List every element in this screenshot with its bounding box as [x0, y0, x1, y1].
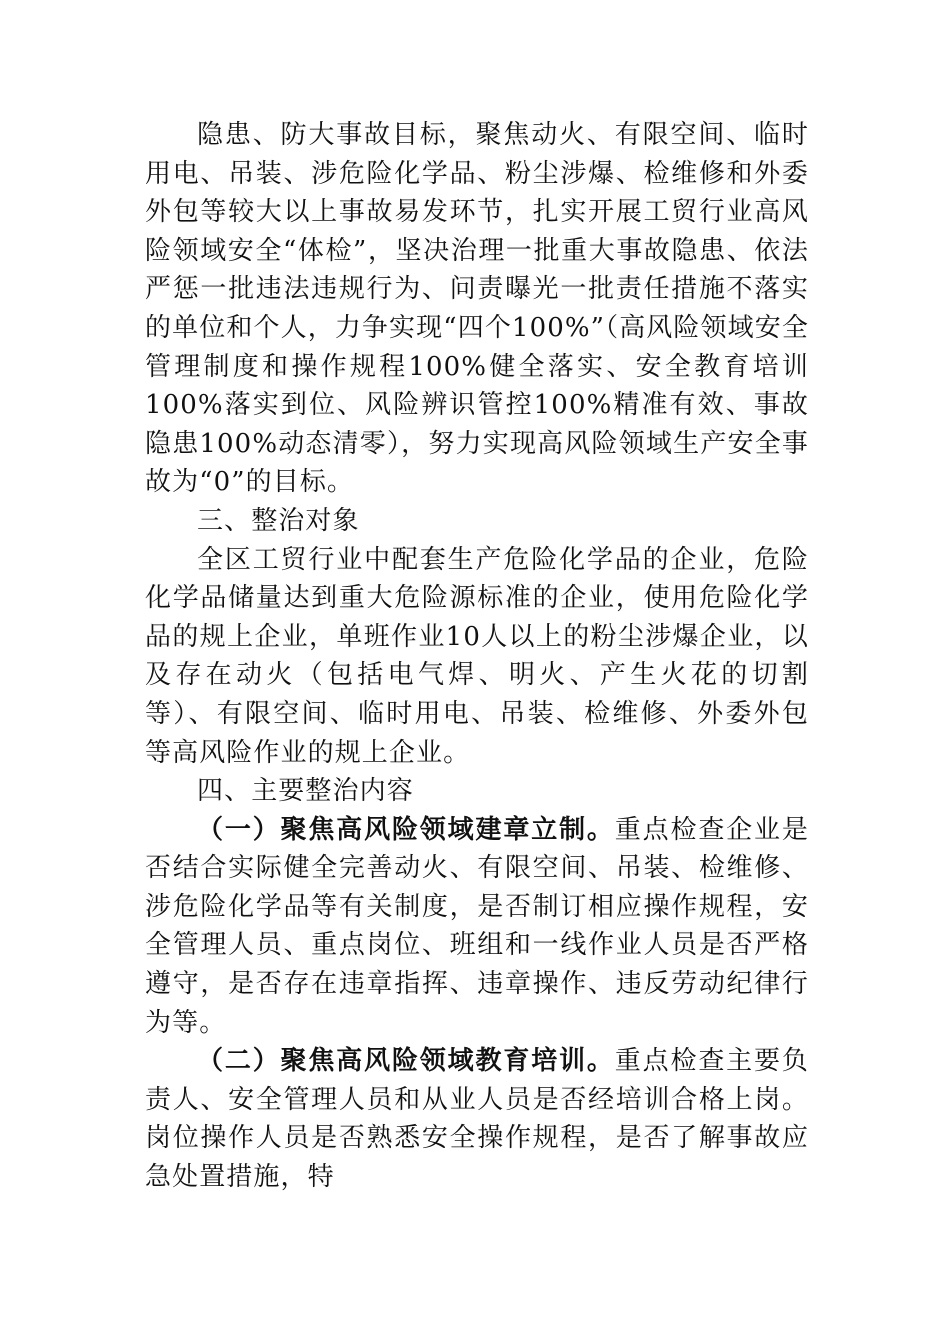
- content-item-2-title: （二）聚焦高风险领域教育培训。: [197, 1046, 615, 1077]
- document-page: [145, 116, 809, 1197]
- content-item-1-paragraph: [145, 811, 809, 1043]
- content-item-1-text: 重点检查企业是否结合实际健全完善动火、有限空间、吊装、检维修、涉危险化学品等有关制度，是否制订相应操作规程，安全管理人员、重点岗位、班组和一线作业人员是否严格遵守，是否存在违章指挥、违章操作、违反劳动纪律行为等。: [145, 814, 809, 1038]
- targets-paragraph: 全区工贸行业中配套生产危险化学品的企业，危险化学品储量达到重大危险源标准的企业，使用危险化学品的规上企业，单班作业10人以上的粉尘涉爆企业，以及存在动火（包括电气焊、明火、产生火花的切割等）、有限空间、临时用电、吊装、检维修、外委外包等高风险作业的规上企业。: [145, 544, 809, 768]
- goal-paragraph: 隐患、防大事故目标，聚焦动火、有限空间、临时用电、吊装、涉危险化学品、粉尘涉爆、检维修和外委外包等较大以上事故易发环节，扎实开展工贸行业高风险领域安全“体检”，坚决治理一批重大事故隐患、依法严惩一批违法违规行为、问责曝光一批责任措施不落实的单位和个人，力争实现“四个100%”（高风险领域安全管理制度和操作规程100%健全落实、安全教育培训100%落实到位、风险辨识管控100%精准有效、事故隐患100%动态清零），努力实现高风险领域生产安全事故为“0”的目标。: [145, 120, 809, 498]
- content-item-2-paragraph: [145, 1042, 809, 1196]
- section-heading-main-content: 四、主要整治内容: [197, 776, 414, 807]
- content-item-1-title: （一）聚焦高风险领域建章立制。: [197, 814, 615, 845]
- content-item-2-text: 重点检查主要负责人、安全管理人员和从业人员是否经培训合格上岗。岗位操作人员是否熟悉安全操作规程，是否了解事故应急处置措施，特: [145, 1046, 809, 1193]
- section-heading-targets: 三、整治对象: [197, 505, 360, 536]
